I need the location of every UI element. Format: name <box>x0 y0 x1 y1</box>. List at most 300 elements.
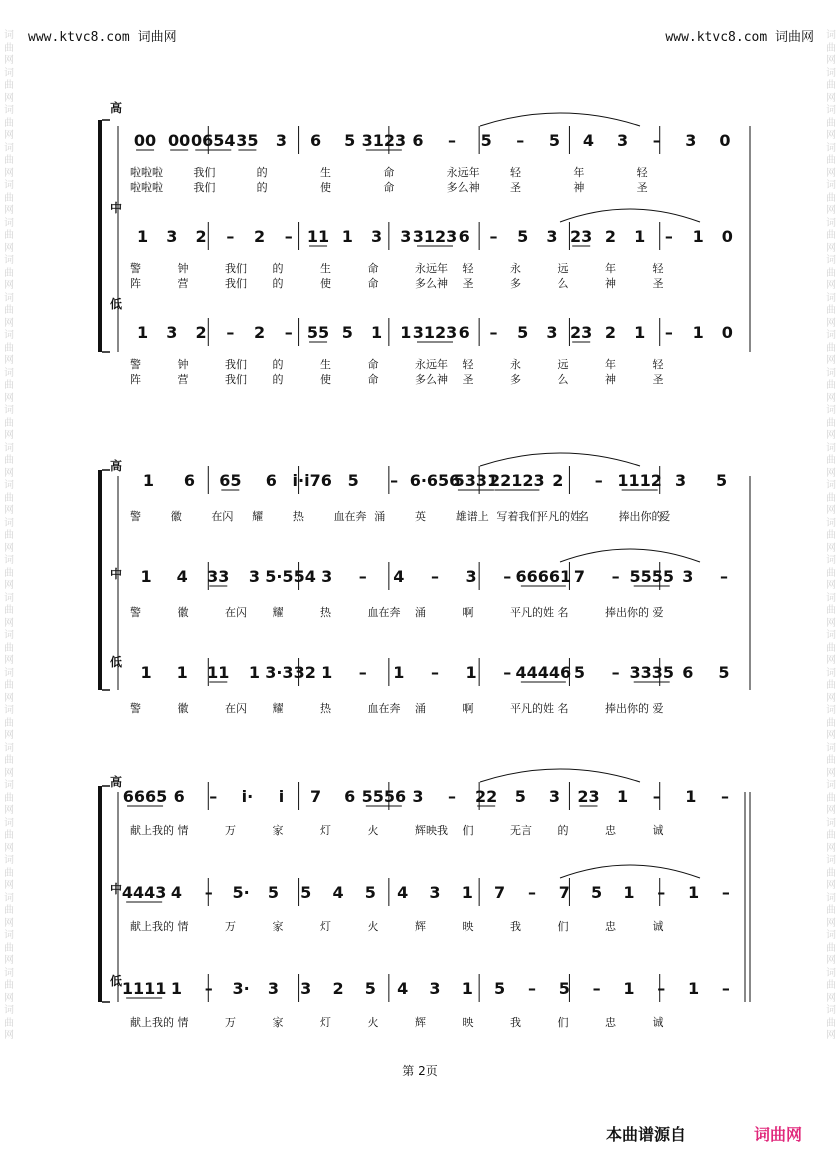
lyric: 命 <box>367 277 379 290</box>
lyric: 我们 <box>193 181 216 194</box>
watermark-char: 曲 <box>4 417 14 429</box>
watermark-char: 词 <box>826 480 836 491</box>
note: i· <box>241 787 254 806</box>
watermark-char: 曲 <box>4 792 14 804</box>
watermark-char: 词 <box>4 592 14 604</box>
note: 4 <box>176 567 188 586</box>
note: 2 <box>552 471 564 490</box>
lyric: 涌 <box>374 510 386 523</box>
note: – <box>448 787 457 806</box>
watermark-char: 曲 <box>4 42 14 54</box>
voice-label-high: 高 <box>110 775 123 789</box>
note: – <box>358 663 367 682</box>
note: 1 <box>321 663 333 682</box>
watermark-char: 曲 <box>826 417 836 429</box>
watermark-char: 网 <box>826 505 836 516</box>
watermark-char: 词 <box>4 442 14 454</box>
lyric: 忠 <box>605 1016 616 1029</box>
note: 66661 <box>515 567 572 586</box>
note: 2 <box>604 227 616 246</box>
note: 3335 <box>629 663 674 682</box>
note: 4 <box>332 883 344 902</box>
note: 1 <box>142 471 155 490</box>
lyric: 钟 <box>177 262 189 275</box>
watermark-char: 词 <box>4 855 14 866</box>
lyric: 爱 <box>652 702 664 715</box>
note: 23 <box>570 323 593 342</box>
note: 3123 <box>412 227 458 246</box>
watermark-char: 词 <box>826 255 836 266</box>
watermark-char: 词 <box>4 180 14 191</box>
watermark-char: 词 <box>4 967 14 979</box>
lyric: 圣 <box>636 181 648 194</box>
lyric: 我 <box>510 920 521 933</box>
note: 2 <box>332 979 344 998</box>
lyric: 轻 <box>636 166 648 179</box>
lyric: 年 <box>605 358 616 371</box>
watermark-char: 曲 <box>4 867 14 879</box>
watermark-char: 网 <box>826 580 836 591</box>
note: i <box>278 787 285 806</box>
watermark-char: 词 <box>4 217 14 229</box>
lyric: 血在奔 <box>333 510 367 523</box>
note: 1 <box>370 323 383 342</box>
watermark-char: 词 <box>826 367 836 379</box>
note: 3·332 <box>265 663 316 682</box>
lyric: 涌 <box>415 606 426 619</box>
watermark-char: 曲 <box>4 680 14 691</box>
watermark-char: 网 <box>826 880 836 891</box>
lyric: 轻 <box>510 166 521 179</box>
watermark-char: 曲 <box>826 380 836 391</box>
note: 5 <box>718 663 730 682</box>
lyric: 名 <box>577 510 589 523</box>
voice-label-mid: 中 <box>110 567 123 581</box>
watermark-char: 网 <box>826 242 836 254</box>
watermark-char: 曲 <box>4 305 14 316</box>
lyric: 情 <box>177 1016 189 1029</box>
note: – <box>664 227 673 246</box>
note: 23 <box>577 787 600 806</box>
watermark-char: 曲 <box>4 905 14 916</box>
lyric: 万 <box>225 824 236 837</box>
header-left-site[interactable]: www.ktvc8.com 词曲网 <box>28 30 177 45</box>
note: 4 <box>397 979 409 998</box>
lyric: 热 <box>320 702 331 715</box>
lyric: 永 <box>510 262 521 275</box>
header-right-site[interactable]: www.ktvc8.com 词曲网 <box>665 30 814 45</box>
lyric: 的 <box>557 824 569 837</box>
system-3 <box>98 769 750 1029</box>
voice-label-low: 低 <box>110 655 123 669</box>
note: 3 <box>412 787 424 806</box>
lyric: 阵 <box>130 277 141 290</box>
note: 4443 <box>121 883 167 902</box>
watermark-char: 网 <box>4 430 14 441</box>
watermark-char: 词 <box>826 105 836 116</box>
lyric: 命 <box>367 373 379 386</box>
lyric: 警 <box>130 702 141 715</box>
lyric: 家 <box>272 824 284 837</box>
watermark-char: 网 <box>4 917 14 929</box>
note: 11 <box>207 663 230 682</box>
lyric: 永远年 <box>446 166 480 179</box>
lyric: 涌 <box>415 702 426 715</box>
watermark-char: 曲 <box>4 1017 14 1029</box>
watermark-char: 词 <box>826 592 836 604</box>
lyric: 生 <box>320 166 331 179</box>
watermark-char: 网 <box>4 955 14 966</box>
watermark-char: 曲 <box>826 42 836 54</box>
note: 1 <box>687 979 700 998</box>
footer-source-label: 本曲谱源自 <box>606 1125 687 1144</box>
note: – <box>226 323 235 342</box>
note: – <box>720 787 729 806</box>
note: – <box>664 323 673 342</box>
lyric: 啊 <box>462 606 474 619</box>
lyric: 情 <box>177 824 189 837</box>
note: 6 <box>173 787 185 806</box>
watermark-char: 网 <box>826 842 836 854</box>
note: 1111 <box>121 979 167 998</box>
note: 22123 <box>489 471 545 490</box>
note: 1 <box>623 883 635 902</box>
lyric: 使 <box>320 181 331 194</box>
lyric: 轻 <box>652 262 664 275</box>
lyric: 诚 <box>652 920 664 933</box>
note: 1 <box>140 567 152 586</box>
voice-label-low: 低 <box>110 974 123 988</box>
note: 1 <box>170 979 183 998</box>
watermark-char: 网 <box>826 917 836 929</box>
lyric: 远 <box>557 358 569 371</box>
watermark-char: 词 <box>826 517 836 529</box>
note: 3 <box>166 227 178 246</box>
note: 3 <box>546 227 558 246</box>
watermark-char: 曲 <box>826 792 836 804</box>
page-number: 第 2页 <box>402 1064 438 1078</box>
note: 7 <box>558 883 570 902</box>
lyric: 警 <box>130 262 141 275</box>
note: 0 <box>721 227 733 246</box>
note: 1 <box>685 787 697 806</box>
note: 7 <box>573 567 586 586</box>
note: 23 <box>570 227 593 246</box>
watermark-char: 词 <box>826 555 836 566</box>
lyric: 命 <box>367 262 379 275</box>
note: – <box>390 471 399 490</box>
note: – <box>209 787 218 806</box>
watermark-char: 网 <box>4 280 14 291</box>
lyric: 远 <box>557 262 569 275</box>
lyric: 万 <box>225 920 236 933</box>
lyric: 血在奔 <box>367 606 401 619</box>
note: 1 <box>617 787 629 806</box>
note: 3 <box>675 471 687 490</box>
note: 3 <box>548 787 560 806</box>
footer-source-logo[interactable]: 词曲网 <box>754 1125 803 1144</box>
lyric: 们 <box>557 920 569 933</box>
lyric: 钟 <box>177 358 189 371</box>
slur-tie <box>560 549 700 562</box>
watermark-char: 词 <box>4 630 14 641</box>
note: 5·554 <box>265 567 316 586</box>
note: 5 <box>715 471 728 490</box>
watermark-char: 曲 <box>826 455 836 466</box>
watermark-char: 网 <box>4 355 14 366</box>
note: 6 <box>310 131 322 150</box>
watermark-char: 网 <box>826 317 836 329</box>
lyric: 灯 <box>320 1016 331 1029</box>
watermark-char: 曲 <box>826 830 836 841</box>
lyric: 火 <box>367 824 379 837</box>
lyric: 家 <box>272 1016 284 1029</box>
lyric: 映 <box>462 1016 474 1029</box>
watermark-char: 曲 <box>4 830 14 841</box>
lyric: 命 <box>383 181 395 194</box>
note: 3· <box>232 979 250 998</box>
lyric: 命 <box>367 358 379 371</box>
watermark-char: 曲 <box>826 942 836 954</box>
watermark-char: 曲 <box>826 1017 836 1029</box>
lyric: 永 <box>510 358 521 371</box>
note: – <box>226 227 235 246</box>
note: 4 <box>582 131 595 150</box>
lyric: 灯 <box>320 920 331 933</box>
watermark-char: 网 <box>4 167 14 179</box>
lyric: 忠 <box>605 824 616 837</box>
watermark-char: 词 <box>4 930 14 941</box>
note: 1 <box>634 323 646 342</box>
voice-label-high: 高 <box>110 459 123 473</box>
lyric: 我们 <box>225 358 247 371</box>
lyric: 的 <box>256 166 268 179</box>
watermark-char: 网 <box>4 655 14 666</box>
lyric: 们 <box>557 1016 569 1029</box>
note: 5 <box>480 131 492 150</box>
lyric: 情 <box>177 920 189 933</box>
note: 55 <box>306 323 330 342</box>
lyric: 啦啦啦 <box>130 166 163 179</box>
note: 3 <box>429 979 441 998</box>
lyric: 圣 <box>510 181 521 194</box>
watermark-char: 曲 <box>826 80 836 91</box>
note: 5 <box>267 883 279 902</box>
note: 2 <box>254 227 266 246</box>
watermark-char: 曲 <box>826 980 836 991</box>
note: 0654 <box>191 131 236 150</box>
note: – <box>489 323 498 342</box>
watermark-char: 词 <box>4 780 14 791</box>
watermark-char: 词 <box>826 817 836 829</box>
note: 3 <box>166 323 178 342</box>
watermark-char: 词 <box>4 817 14 829</box>
watermark-char: 词 <box>4 30 14 41</box>
note: – <box>721 883 730 902</box>
lyric: 么 <box>557 373 569 386</box>
watermark-char: 曲 <box>4 342 14 354</box>
lyric: 的 <box>272 358 284 371</box>
watermark-char: 词 <box>826 930 836 941</box>
watermark-char: 网 <box>826 767 836 779</box>
watermark-char: 网 <box>4 880 14 891</box>
watermark-char: 网 <box>826 730 836 741</box>
note: 1112 <box>617 471 662 490</box>
note: 5 <box>347 471 359 490</box>
lyric: 圣 <box>652 373 664 386</box>
note: 1 <box>634 227 646 246</box>
lyric: 捧出你的 <box>605 606 649 619</box>
lyric: 爱 <box>659 510 671 523</box>
lyric: 永远年 <box>415 262 448 275</box>
lyric: 么 <box>557 277 569 290</box>
lyric: 无言 <box>510 824 532 837</box>
note: 6 <box>344 787 356 806</box>
slur-tie <box>480 769 640 782</box>
note: i·i76 <box>292 471 332 490</box>
note: 5 <box>591 883 603 902</box>
watermark-char: 网 <box>826 655 836 666</box>
system-bracket <box>98 470 102 690</box>
note: 1 <box>248 663 260 682</box>
note: 1 <box>341 227 353 246</box>
lyric: 的 <box>256 181 268 194</box>
note: – <box>489 227 498 246</box>
watermark-char: 词 <box>826 442 836 454</box>
lyric: 轻 <box>462 262 474 275</box>
lyric: 热 <box>320 606 331 619</box>
note: 5 <box>300 883 312 902</box>
note: 65 <box>219 471 242 490</box>
note: – <box>503 567 512 586</box>
note: – <box>652 787 661 806</box>
lyric: 爱 <box>652 606 664 619</box>
lyric: 的 <box>272 277 284 290</box>
lyric: 多么神 <box>415 277 448 290</box>
note: 22 <box>475 787 498 806</box>
watermark-char: 网 <box>826 280 836 291</box>
note: – <box>719 567 728 586</box>
note: 3 <box>267 979 279 998</box>
watermark-char: 曲 <box>826 267 836 279</box>
watermark-char: 词 <box>826 1005 836 1016</box>
watermark-char: 曲 <box>826 117 836 129</box>
lyric: 热 <box>292 510 304 523</box>
watermark-char: 曲 <box>4 380 14 391</box>
note: 5 <box>364 883 376 902</box>
watermark-char: 词 <box>826 67 836 79</box>
note: 3123 <box>412 323 458 342</box>
watermark-char: 词 <box>826 292 836 304</box>
watermark-char: 词 <box>826 142 836 154</box>
note: 1 <box>687 883 700 902</box>
watermark-char: 曲 <box>4 155 14 166</box>
watermark-char: 词 <box>4 517 14 529</box>
watermark-char: 词 <box>826 705 836 716</box>
note: 3123 <box>361 131 407 150</box>
lyric: 命 <box>383 166 395 179</box>
lyric: 雄谱上 <box>455 510 489 523</box>
note: – <box>657 979 666 998</box>
note: 3 <box>321 567 333 586</box>
watermark-char: 网 <box>826 542 836 554</box>
note: – <box>527 883 536 902</box>
watermark-char: 网 <box>4 617 14 629</box>
watermark-char: 曲 <box>4 567 14 579</box>
watermark-char: 网 <box>826 55 836 66</box>
watermark-char: 网 <box>4 505 14 516</box>
watermark-char: 曲 <box>4 492 14 504</box>
watermark-char: 网 <box>826 992 836 1004</box>
lyric: 忠 <box>605 920 616 933</box>
watermark-char: 词 <box>4 105 14 116</box>
note: – <box>448 131 457 150</box>
lyric: 的 <box>272 373 284 386</box>
watermark-char: 词 <box>826 967 836 979</box>
lyric: 映 <box>462 920 474 933</box>
watermark-char: 词 <box>826 892 836 904</box>
note: 5 <box>517 227 529 246</box>
note: 5 <box>514 787 526 806</box>
watermark-char: 词 <box>826 405 836 416</box>
watermark-char: 网 <box>826 205 836 216</box>
lyric: 警 <box>130 606 141 619</box>
watermark-char: 网 <box>4 55 14 66</box>
note: – <box>204 883 213 902</box>
note: – <box>284 227 293 246</box>
note: 3 <box>465 567 477 586</box>
system-bracket <box>98 120 102 352</box>
lyric: 耀 <box>272 702 284 715</box>
lyric: 我们 <box>225 373 247 386</box>
lyric: 在闪 <box>225 702 247 715</box>
watermark-char: 曲 <box>826 680 836 691</box>
lyric: 徽 <box>177 702 189 715</box>
watermark-char: 曲 <box>4 267 14 279</box>
watermark-char: 词 <box>4 405 14 416</box>
lyric: 圣 <box>652 277 664 290</box>
note: 3 <box>400 227 412 246</box>
watermark-char: 词 <box>4 367 14 379</box>
note: – <box>431 663 439 682</box>
note: 6 <box>458 227 470 246</box>
lyric: 献上我的 <box>130 920 174 933</box>
note: – <box>611 567 620 586</box>
watermark-char: 词 <box>4 667 14 679</box>
watermark-char: 词 <box>4 330 14 341</box>
lyric: 神 <box>605 373 616 386</box>
note: 44446 <box>515 663 572 682</box>
note: 1 <box>692 323 704 342</box>
voice-label-high: 高 <box>110 101 123 115</box>
lyric: 捧出你的 <box>605 702 649 715</box>
watermark-char: 曲 <box>4 455 14 466</box>
watermark-char: 词 <box>826 667 836 679</box>
lyric: 写着我们 <box>496 510 541 523</box>
watermark-char: 词 <box>4 255 14 266</box>
lyric: 名 <box>557 606 569 619</box>
watermark-char: 网 <box>826 692 836 704</box>
note: 4 <box>393 567 405 586</box>
watermark-char: 网 <box>826 167 836 179</box>
note: – <box>431 567 439 586</box>
lyric: 在闪 <box>225 606 247 619</box>
voice-label-low: 低 <box>110 297 123 311</box>
slur-tie <box>560 865 700 878</box>
note: 5· <box>232 883 250 902</box>
note: 6·656 <box>409 471 461 490</box>
watermark-char: 曲 <box>4 642 14 654</box>
